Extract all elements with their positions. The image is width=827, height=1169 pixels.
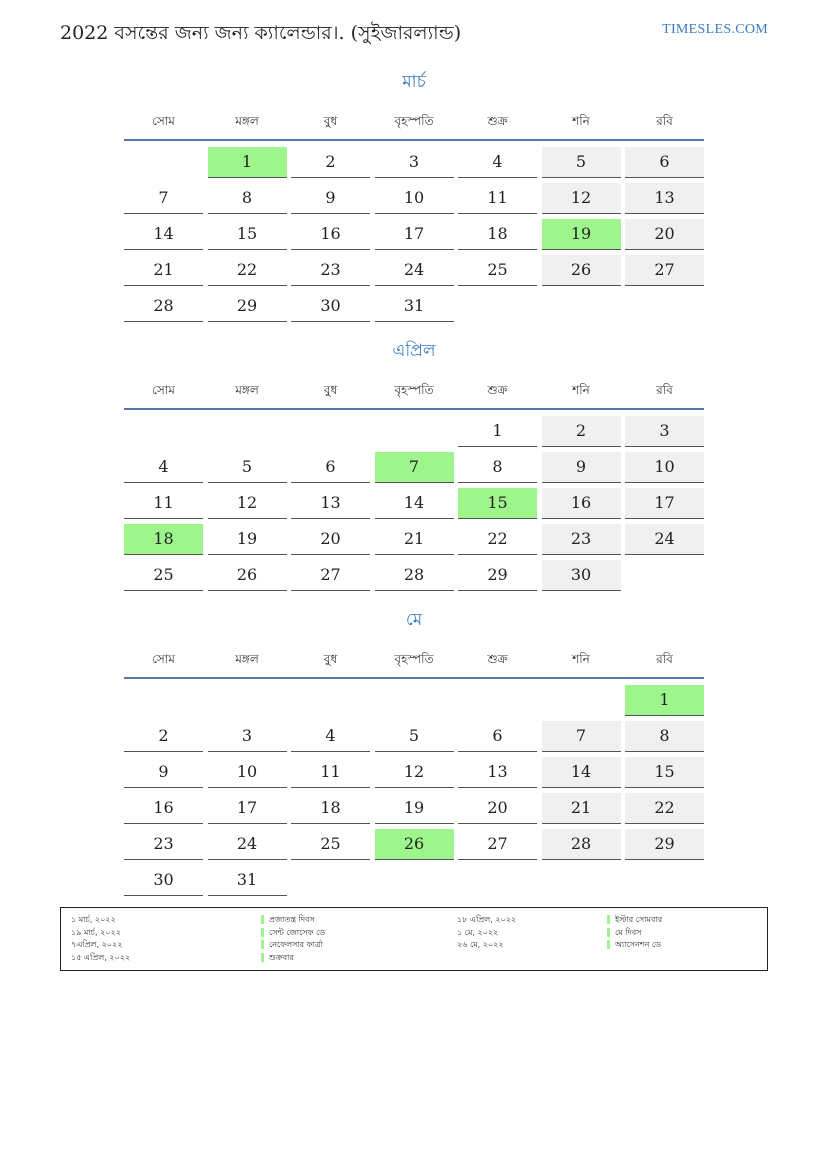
week-row — [124, 685, 704, 721]
day-cell: 20 — [291, 524, 370, 555]
day-grid — [124, 685, 704, 901]
day-cell: 3 — [625, 416, 704, 447]
day-cell: 18 — [291, 793, 370, 824]
empty-cell — [458, 865, 537, 895]
day-cell: 6 — [291, 452, 370, 483]
empty-cell — [291, 865, 370, 895]
month-name: মে — [405, 610, 423, 630]
day-cell: 5 — [208, 452, 287, 483]
day-cell: 8 — [458, 452, 537, 483]
day-cell: 8 — [625, 721, 704, 752]
day-cell: 3 — [208, 721, 287, 752]
day-cell: 4 — [458, 147, 537, 178]
legend-entry — [261, 952, 325, 965]
empty-cell — [208, 416, 287, 446]
day-cell: 29 — [625, 829, 704, 860]
day-cell: 27 — [458, 829, 537, 860]
weekday-header — [124, 111, 704, 141]
day-cell: 12 — [208, 488, 287, 519]
day-cell: 28 — [542, 829, 621, 860]
day-cell: 16 — [124, 793, 203, 824]
day-cell: 21 — [542, 793, 621, 824]
weekday-label: সোম — [152, 383, 175, 397]
day-cell: 30 — [124, 865, 203, 896]
day-cell: 12 — [542, 183, 621, 214]
day-cell: 31 — [208, 865, 287, 896]
site-link[interactable]: TIMESLES.COM — [662, 22, 768, 37]
weekday-label: সোম — [152, 114, 175, 128]
day-cell: 19 — [375, 793, 454, 824]
weekday-label: রবি — [656, 383, 673, 397]
legend-entry — [607, 927, 662, 940]
day-cell: 1 — [458, 416, 537, 447]
day-cell: 1 — [208, 147, 287, 178]
weekday-label: সোম — [152, 652, 175, 666]
day-cell: 11 — [458, 183, 537, 214]
day-cell: 24 — [375, 255, 454, 286]
weekday-label: মঙ্গল — [235, 652, 259, 666]
weekday-label: শনি — [572, 383, 590, 397]
weekday-label: শুক্র — [487, 114, 508, 128]
day-cell: 21 — [124, 255, 203, 286]
day-cell: 28 — [124, 291, 203, 322]
empty-cell — [625, 560, 704, 590]
day-cell: 27 — [291, 560, 370, 591]
day-cell: 25 — [124, 560, 203, 591]
day-cell: 2 — [124, 721, 203, 752]
day-cell: 22 — [625, 793, 704, 824]
day-cell: 14 — [542, 757, 621, 788]
legend-entry — [261, 939, 325, 952]
day-cell: 16 — [291, 219, 370, 250]
week-row — [124, 452, 704, 488]
day-cell: 26 — [542, 255, 621, 286]
day-cell: 11 — [124, 488, 203, 519]
week-row — [124, 147, 704, 183]
day-cell: 26 — [375, 829, 454, 860]
empty-cell — [458, 291, 537, 321]
week-row — [124, 255, 704, 291]
week-row — [124, 721, 704, 757]
weekday-label: রবি — [656, 652, 673, 666]
day-cell: 19 — [208, 524, 287, 555]
legend-entry — [261, 914, 325, 927]
month-name: মার্চ — [402, 72, 426, 92]
month-calendar — [124, 609, 704, 901]
day-cell: 24 — [625, 524, 704, 555]
day-cell: 30 — [291, 291, 370, 322]
week-row — [124, 829, 704, 865]
holiday-legend — [60, 907, 768, 971]
empty-cell — [625, 291, 704, 321]
day-cell: 28 — [375, 560, 454, 591]
weekday-label: বৃহস্পতি — [394, 114, 434, 128]
week-row — [124, 183, 704, 219]
day-cell: 14 — [124, 219, 203, 250]
week-row — [124, 793, 704, 829]
month-calendar — [124, 71, 704, 327]
day-cell: 1 — [625, 685, 704, 716]
day-cell: 23 — [542, 524, 621, 555]
week-row — [124, 219, 704, 255]
empty-cell — [542, 685, 621, 715]
weekday-label: মঙ্গল — [235, 114, 259, 128]
weekday-header — [124, 380, 704, 410]
month-name: এপ্রিল — [392, 341, 436, 361]
day-cell: 13 — [625, 183, 704, 214]
day-grid — [124, 416, 704, 596]
weekday-label: শুক্র — [487, 383, 508, 397]
day-cell: 10 — [625, 452, 704, 483]
day-cell: 29 — [208, 291, 287, 322]
weekday-label: শুক্র — [487, 652, 508, 666]
day-cell: 5 — [375, 721, 454, 752]
day-cell: 6 — [625, 147, 704, 178]
empty-cell — [124, 416, 203, 446]
day-cell: 9 — [124, 757, 203, 788]
empty-cell — [124, 685, 203, 715]
weekday-label: শনি — [572, 652, 590, 666]
day-cell: 13 — [458, 757, 537, 788]
week-row — [124, 291, 704, 327]
weekday-label: মঙ্গল — [235, 383, 259, 397]
weekday-header — [124, 649, 704, 679]
day-cell: 20 — [458, 793, 537, 824]
day-cell: 13 — [291, 488, 370, 519]
legend-holiday-name: শুক্রবার — [261, 953, 294, 962]
day-cell: 23 — [291, 255, 370, 286]
day-cell: 26 — [208, 560, 287, 591]
day-cell: 17 — [625, 488, 704, 519]
day-cell: 24 — [208, 829, 287, 860]
legend-holiday-name: ইস্টার সোমবার — [607, 915, 662, 924]
day-cell: 12 — [375, 757, 454, 788]
empty-cell — [375, 865, 454, 895]
day-cell: 18 — [124, 524, 203, 555]
legend-entry — [607, 914, 662, 927]
week-row — [124, 488, 704, 524]
legend-holiday-name: প্রজাতন্ত্র দিবস — [261, 915, 315, 924]
day-cell: 21 — [375, 524, 454, 555]
empty-cell — [542, 865, 621, 895]
empty-cell — [458, 685, 537, 715]
day-cell: 25 — [291, 829, 370, 860]
week-row — [124, 757, 704, 793]
empty-cell — [375, 685, 454, 715]
legend-date: ১ মে, ২০২২ — [457, 927, 499, 937]
day-cell: 4 — [124, 452, 203, 483]
weekday-label: বুধ — [323, 383, 338, 397]
day-cell: 20 — [625, 219, 704, 250]
week-row — [124, 524, 704, 560]
legend-holiday-name: অ্যাসেনশন ডে — [607, 940, 661, 949]
weekday-label: বুধ — [323, 114, 338, 128]
day-cell: 19 — [542, 219, 621, 250]
legend-holiday-name: মে দিবস — [607, 928, 641, 937]
day-cell: 14 — [375, 488, 454, 519]
weekday-label: বুধ — [323, 652, 338, 666]
day-cell: 2 — [542, 416, 621, 447]
day-cell: 29 — [458, 560, 537, 591]
empty-cell — [291, 416, 370, 446]
day-cell: 4 — [291, 721, 370, 752]
day-cell: 10 — [375, 183, 454, 214]
month-calendar — [124, 340, 704, 596]
legend-date: ১৮ এপ্রিল, ২০২২ — [457, 915, 517, 924]
day-cell: 7 — [542, 721, 621, 752]
day-cell: 7 — [124, 183, 203, 214]
day-cell: 8 — [208, 183, 287, 214]
day-cell: 22 — [458, 524, 537, 555]
week-row — [124, 865, 704, 901]
day-cell: 15 — [625, 757, 704, 788]
legend-date: ১৫ এপ্রিল, ২০২২ — [71, 952, 131, 962]
day-cell: 6 — [458, 721, 537, 752]
day-cell: 9 — [542, 452, 621, 483]
day-cell: 5 — [542, 147, 621, 178]
week-row — [124, 416, 704, 452]
day-cell: 18 — [458, 219, 537, 250]
day-cell: 16 — [542, 488, 621, 519]
day-cell: 15 — [458, 488, 537, 519]
weekday-label: শনি — [572, 114, 590, 128]
legend-entry — [607, 939, 662, 952]
day-cell: 7 — [375, 452, 454, 483]
empty-cell — [375, 416, 454, 446]
empty-cell — [124, 147, 203, 177]
legend-date: ৭এপ্রিল, ২০২২ — [71, 940, 123, 949]
weekday-label: রবি — [656, 114, 673, 128]
empty-cell — [291, 685, 370, 715]
day-cell: 9 — [291, 183, 370, 214]
day-cell: 23 — [124, 829, 203, 860]
week-row — [124, 560, 704, 596]
weekday-label: বৃহস্পতি — [394, 652, 434, 666]
day-cell: 25 — [458, 255, 537, 286]
day-cell: 15 — [208, 219, 287, 250]
day-cell: 22 — [208, 255, 287, 286]
day-cell: 31 — [375, 291, 454, 322]
weekday-label: বৃহস্পতি — [394, 383, 434, 397]
legend-holiday-name: সেন্ট জোসেফ ডে — [261, 928, 325, 937]
day-cell: 27 — [625, 255, 704, 286]
empty-cell — [625, 865, 704, 895]
day-cell: 10 — [208, 757, 287, 788]
legend-holiday-name: নেফেলসার ফার্ত্রা — [261, 940, 323, 949]
day-cell: 30 — [542, 560, 621, 591]
day-cell: 17 — [375, 219, 454, 250]
day-cell: 3 — [375, 147, 454, 178]
day-grid — [124, 147, 704, 327]
day-cell: 11 — [291, 757, 370, 788]
legend-date: ২৬ মে, ২০২২ — [457, 940, 504, 949]
day-cell: 2 — [291, 147, 370, 178]
page-title: 2022 বসন্তের জন্য জন্য ক্যালেন্ডার।. (সুইজারল্যান্ড) — [60, 22, 462, 44]
empty-cell — [542, 291, 621, 321]
legend-entry — [261, 927, 325, 940]
legend-date: ১৯ মার্চ, ২০২২ — [71, 927, 121, 937]
legend-date: ১ মার্চ, ২০২২ — [71, 915, 116, 924]
empty-cell — [208, 685, 287, 715]
day-cell: 17 — [208, 793, 287, 824]
